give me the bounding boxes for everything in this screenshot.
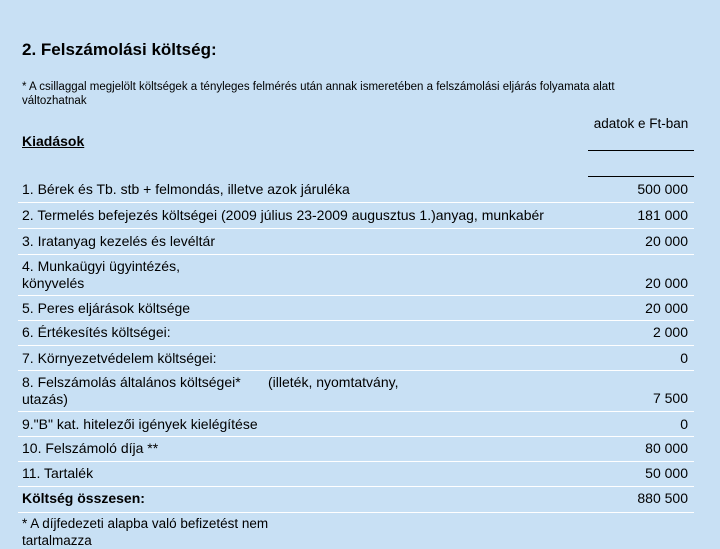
- table-row: [18, 437, 694, 462]
- row-label: 2. Termelés befejezés költségei (2009 július 23-2009 augusztus 1.)anyag, munkabér: [22, 207, 544, 223]
- unit-underline: [588, 150, 694, 151]
- row-value: 20 000: [645, 275, 688, 291]
- row-value: 500 000: [637, 181, 688, 197]
- total-value: 880 500: [637, 490, 688, 506]
- table-top-rule: [588, 176, 694, 177]
- asterisk-note: * A csillaggal megjelölt költségek a tényleges felmérés után annak ismeretében a felszámolási eljárás folyamata alatt változhatnak: [22, 81, 615, 107]
- table-row: [18, 229, 694, 255]
- row-label: 4. Munkaügyi ügyintézés, könyvelés: [22, 258, 180, 291]
- row-value: 7 500: [652, 390, 688, 406]
- row-label: 10. Felszámoló díja **: [22, 440, 159, 456]
- unit-header: adatok e Ft-ban: [593, 116, 689, 131]
- table-row: [18, 178, 694, 203]
- row-value: 20 000: [645, 233, 688, 249]
- row-label: 7. Környezetvédelem költségei:: [22, 350, 217, 366]
- row-label: 11. Tartalék: [22, 465, 94, 481]
- row-value: 50 000: [645, 465, 688, 481]
- row-label: 3. Iratanyag kezelés és levéltár: [22, 233, 215, 249]
- table-row: [18, 255, 694, 296]
- table-row: [18, 296, 694, 321]
- table-row: [18, 371, 694, 412]
- row-label: 1. Bérek és Tb. stb + felmondás, illetve azok járuléka: [22, 181, 350, 197]
- table-row: [18, 321, 694, 346]
- table-row: [18, 412, 694, 437]
- table-row-total: [18, 487, 694, 513]
- row-value: 20 000: [645, 300, 688, 316]
- table-row: [18, 203, 694, 229]
- row-value: 0: [680, 350, 688, 366]
- expenses-header: Kiadások: [22, 133, 85, 149]
- row-value: 181 000: [637, 207, 688, 223]
- row-value: 0: [680, 416, 688, 432]
- total-label: Költség összesen:: [22, 490, 145, 506]
- row-label: 9."B" kat. hitelezői igények kielégítése: [22, 416, 258, 432]
- row-value: 2 000: [652, 324, 688, 340]
- row-label-extra: (illeték, nyomtatvány,: [268, 374, 399, 390]
- table-row: [18, 462, 694, 487]
- row-value: 80 000: [645, 440, 688, 456]
- row-label: 5. Peres eljárások költsége: [22, 300, 191, 316]
- table-row: [18, 346, 694, 371]
- page-title: 2. Felszámolási költség:: [22, 40, 217, 59]
- footnote: * A díjfedezeti alapba való befizetést nem tartalmazza: [22, 516, 269, 548]
- row-label: 6. Értékesítés költségei:: [22, 324, 171, 340]
- row-label: 8. Felszámolás általános költségei* utazás): [22, 374, 241, 407]
